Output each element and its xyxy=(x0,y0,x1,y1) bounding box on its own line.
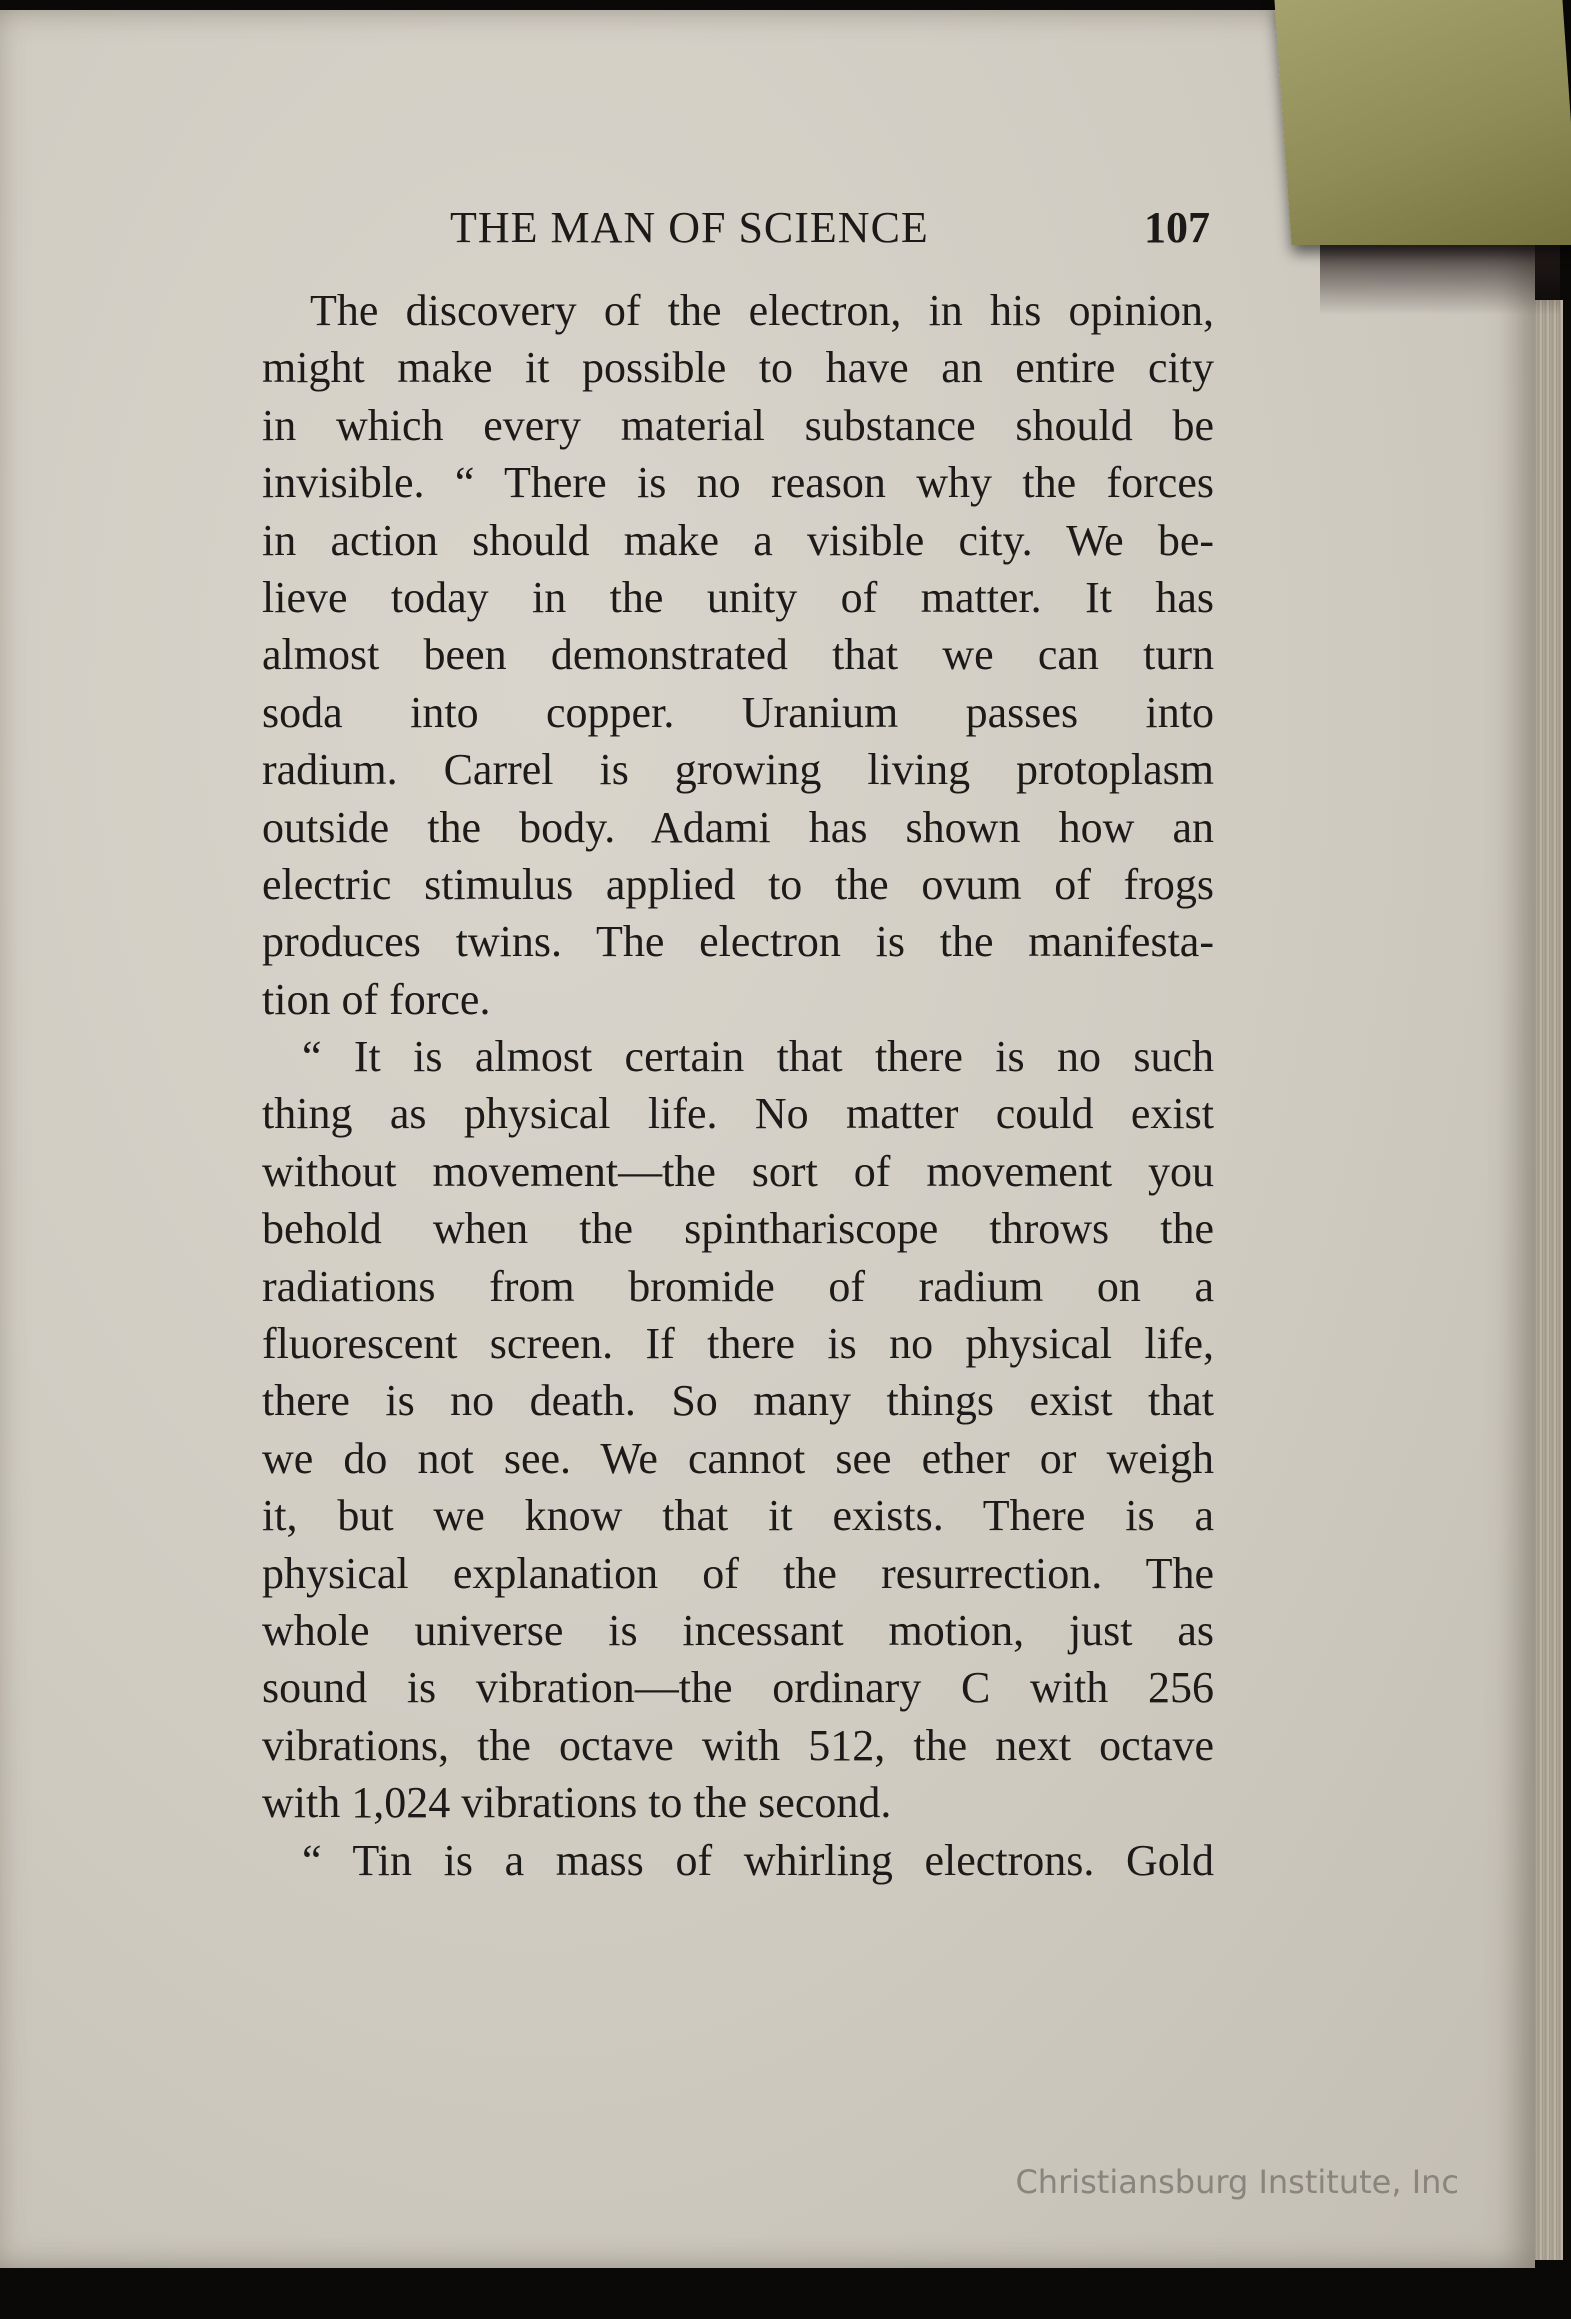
text-line: “ Tin is a mass of whirling electrons. Gold xyxy=(302,1835,1214,1885)
text-line: produces twins. The electron is the manifesta- xyxy=(262,917,1214,967)
text-line: in which every material substance should be xyxy=(262,400,1214,450)
book-page xyxy=(0,10,1535,2275)
text-line: The discovery of the electron, in his opinion, xyxy=(310,286,1214,335)
text-line: there is no death. So many things exist that xyxy=(262,1376,1214,1426)
text-line: might make it possible to have an entire city xyxy=(262,343,1214,393)
text-line: thing as physical life. No matter could exist xyxy=(262,1089,1214,1139)
text-line: “ It is almost certain that there is no such xyxy=(302,1032,1214,1082)
watermark: Christiansburg Institute, Inc xyxy=(1015,2163,1459,2201)
text-line: it, but we know that it exists. There is a xyxy=(262,1491,1214,1541)
page-tab xyxy=(1274,0,1571,245)
text-line: radium. Carrel is growing living protoplasm xyxy=(262,745,1214,795)
text-line: behold when the spinthariscope throws the xyxy=(262,1204,1214,1254)
text-line: in action should make a visible city. We be- xyxy=(262,515,1214,565)
tab-shadow xyxy=(1320,245,1560,315)
text-line: vibrations, the octave with 512, the next octave xyxy=(262,1720,1214,1770)
bottom-shadow xyxy=(0,2268,1571,2319)
body-text xyxy=(262,282,1214,1889)
text-line: radiations from bromide of radium on a xyxy=(262,1261,1214,1311)
running-title: THE MAN OF SCIENCE xyxy=(450,203,929,252)
text-line: almost been demonstrated that we can turn xyxy=(262,630,1214,680)
text-line: invisible. “ There is no reason why the forces xyxy=(262,458,1214,508)
text-line: lieve today in the unity of matter. It has xyxy=(262,572,1214,622)
text-line: sound is vibration—the ordinary C with 256 xyxy=(262,1663,1214,1713)
text-line: fluorescent screen. If there is no physical life, xyxy=(262,1319,1214,1369)
text-line: outside the body. Adami has shown how an xyxy=(262,802,1214,852)
text-line: with 1,024 vibrations to the second. xyxy=(262,1778,892,1828)
text-line: soda into copper. Uranium passes into xyxy=(262,687,1214,737)
text-line: whole universe is incessant motion, just as xyxy=(262,1605,1214,1655)
text-line: tion of force. xyxy=(262,974,491,1024)
text-line: without movement—the sort of movement you xyxy=(262,1146,1214,1196)
running-head xyxy=(450,202,1210,262)
text-line: we do not see. We cannot see ether or weigh xyxy=(262,1433,1214,1483)
text-line: physical explanation of the resurrection. The xyxy=(262,1548,1214,1598)
page-number: 107 xyxy=(1144,203,1210,252)
text-line: electric stimulus applied to the ovum of frogs xyxy=(262,859,1214,909)
